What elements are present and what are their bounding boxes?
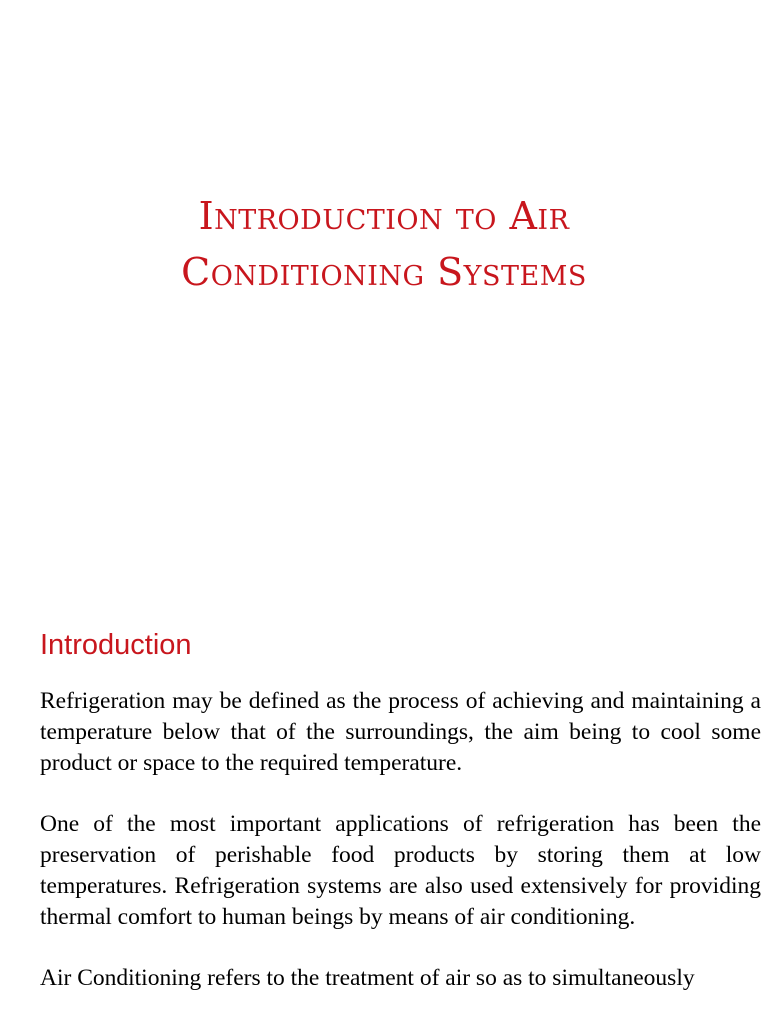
document-title-line-1: Introduction to Air	[198, 194, 570, 238]
body-text	[40, 686, 761, 1024]
paragraph: Air Conditioning refers to the treatment of air so as to simultaneously	[40, 965, 695, 991]
paragraph: Refrigeration may be defined as the process of achieving and maintaining a temperature below that of the surroundings, the aim being to cool some product or space to the required temperature.	[40, 688, 761, 776]
paragraph: One of the most important applications of refrigeration has been the preservation of perishable food products by storing them at low temperatures. Refrigeration systems are also used extensively for providing thermal comfort to human beings by means of air conditioning.	[40, 811, 761, 930]
document-title-line-2: Conditioning Systems	[181, 250, 587, 294]
section-heading: Introduction	[40, 629, 192, 661]
document-title	[60, 188, 708, 300]
